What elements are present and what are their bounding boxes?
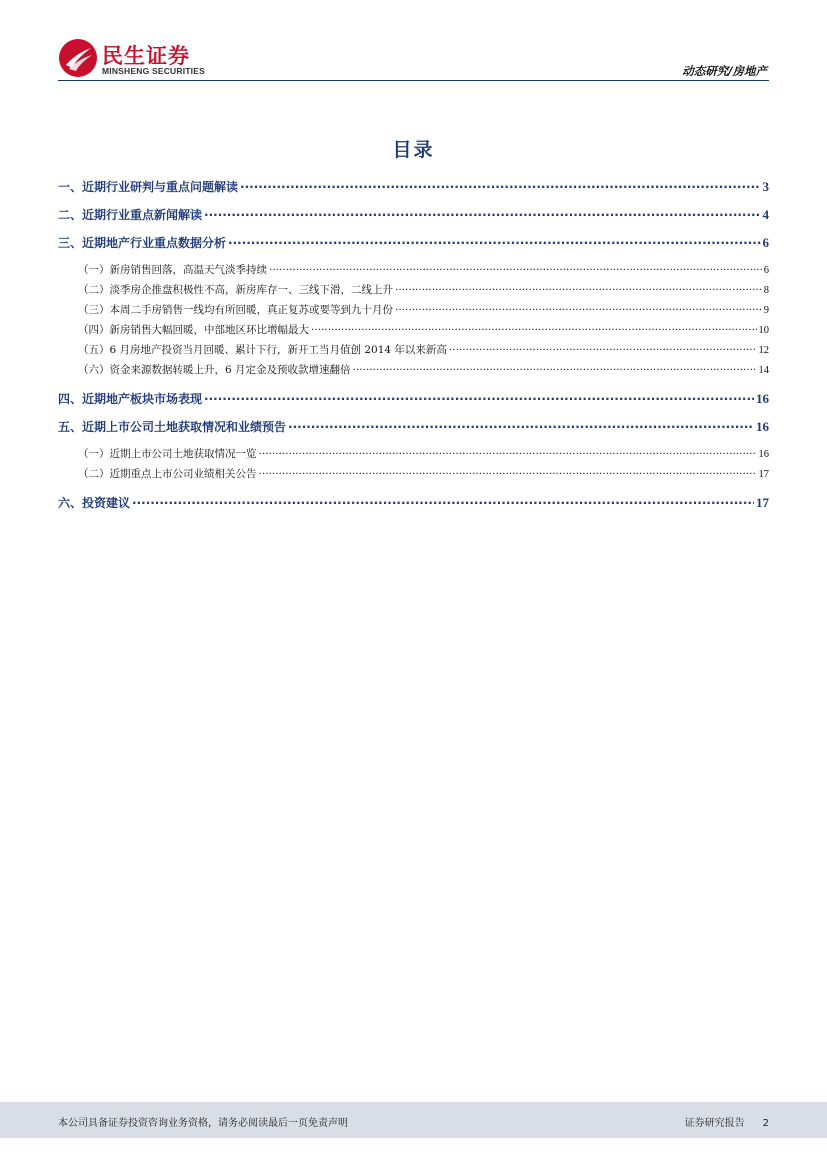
report-type-label: 动态研究/房地产: [682, 64, 767, 78]
toc-entry-title: （六）资金来源数据转暖上升，6 月定金及预收款增速翻倍: [78, 364, 351, 376]
toc-entry[interactable]: [58, 494, 769, 512]
toc-dot-leader: [288, 419, 754, 431]
toc-dot-leader: [228, 235, 760, 247]
toc-entry-page: 10: [758, 325, 769, 336]
minsheng-logo-icon: [58, 38, 98, 78]
toc-entry-title: 三、近期地产行业重点数据分析: [58, 236, 227, 250]
header-divider: [58, 80, 769, 81]
toc-dot-leader: [259, 447, 757, 458]
toc-entry-page: 6: [763, 265, 769, 276]
toc-entry-title: （五）6 月房地产投资当月回暖、累计下行，新开工当月值创 2014 年以来新高: [78, 344, 447, 356]
toc-entry-page: 16: [756, 419, 769, 434]
toc-entry-title: 五、近期上市公司土地获取情况和业绩预告: [58, 420, 287, 434]
toc-entry-title: （一）近期上市公司土地获取情况一览: [78, 448, 257, 460]
toc-entry[interactable]: [58, 342, 769, 360]
footer-disclaimer: 本公司具备证券投资咨询业务资格，请务必阅读最后一页免责声明: [58, 1118, 348, 1129]
toc-entry-page: 12: [758, 345, 769, 356]
toc-entry-page: 17: [758, 469, 769, 480]
toc-dot-leader: [132, 495, 754, 507]
toc-entry[interactable]: [58, 178, 769, 196]
toc-dot-leader: [395, 283, 762, 294]
toc-entry-title: （一）新房销售回落，高温天气淡季持续: [78, 264, 267, 276]
page-header: [58, 38, 769, 78]
toc-entry[interactable]: [58, 302, 769, 320]
footer-right: [685, 1114, 769, 1129]
toc-dot-leader: [449, 343, 757, 354]
toc-entry-page: 3: [762, 179, 769, 194]
toc-entry-page: 4: [762, 207, 769, 222]
toc-entry-page: 6: [762, 235, 769, 250]
toc-entry[interactable]: [58, 234, 769, 252]
toc-entry-title: （二）淡季房企推盘积极性不高，新房库存一、三线下滑，二线上升: [78, 284, 393, 296]
toc-entry-title: 一、近期行业研判与重点问题解读: [58, 180, 239, 194]
toc-entry-page: 9: [763, 305, 769, 316]
toc-entry[interactable]: [58, 362, 769, 380]
toc-entry[interactable]: [58, 322, 769, 340]
toc-entry-title: 六、投资建议: [58, 496, 131, 510]
toc-entry-title: 四、近期地产板块市场表现: [58, 392, 203, 406]
toc-entry[interactable]: [58, 206, 769, 224]
page-footer: [0, 1102, 827, 1138]
toc-entry-title: （三）本周二手房销售一线均有所回暖，真正复苏或要等到九十月份: [78, 304, 393, 316]
toc-entry-page: 17: [756, 495, 769, 510]
logo-text-cn: 民生证券: [102, 44, 190, 68]
toc-dot-leader: [204, 207, 760, 219]
toc-dot-leader: [395, 303, 762, 314]
toc-title: 目录: [392, 139, 435, 161]
toc-dot-leader: [353, 363, 757, 374]
footer-page-number: 2: [762, 1118, 769, 1129]
toc-dot-leader: [240, 179, 760, 191]
toc-entry[interactable]: [58, 282, 769, 300]
toc-entry-title: （二）近期重点上市公司业绩相关公告: [78, 468, 257, 480]
toc-entry[interactable]: [58, 418, 769, 436]
toc-dot-leader: [269, 263, 762, 274]
toc-entry-page: 14: [758, 365, 769, 376]
toc-entry-page: 16: [756, 391, 769, 406]
toc-entry[interactable]: [58, 446, 769, 464]
toc-dot-leader: [259, 467, 757, 478]
toc-entry[interactable]: [58, 466, 769, 484]
toc-entry-title: 二、近期行业重点新闻解读: [58, 208, 203, 222]
toc-dot-leader: [311, 323, 757, 334]
toc-entry-page: 16: [758, 449, 769, 460]
toc-entry-page: 8: [763, 285, 769, 296]
toc-entry[interactable]: [58, 262, 769, 280]
toc-dot-leader: [204, 391, 754, 403]
footer-doc-label: 证券研究报告: [684, 1118, 745, 1129]
logo-text-en: MINSHENG SECURITIES: [102, 66, 205, 76]
toc-entry[interactable]: [58, 390, 769, 408]
toc-entry-title: （四）新房销售大幅回暖，中部地区环比增幅最大: [78, 324, 309, 336]
